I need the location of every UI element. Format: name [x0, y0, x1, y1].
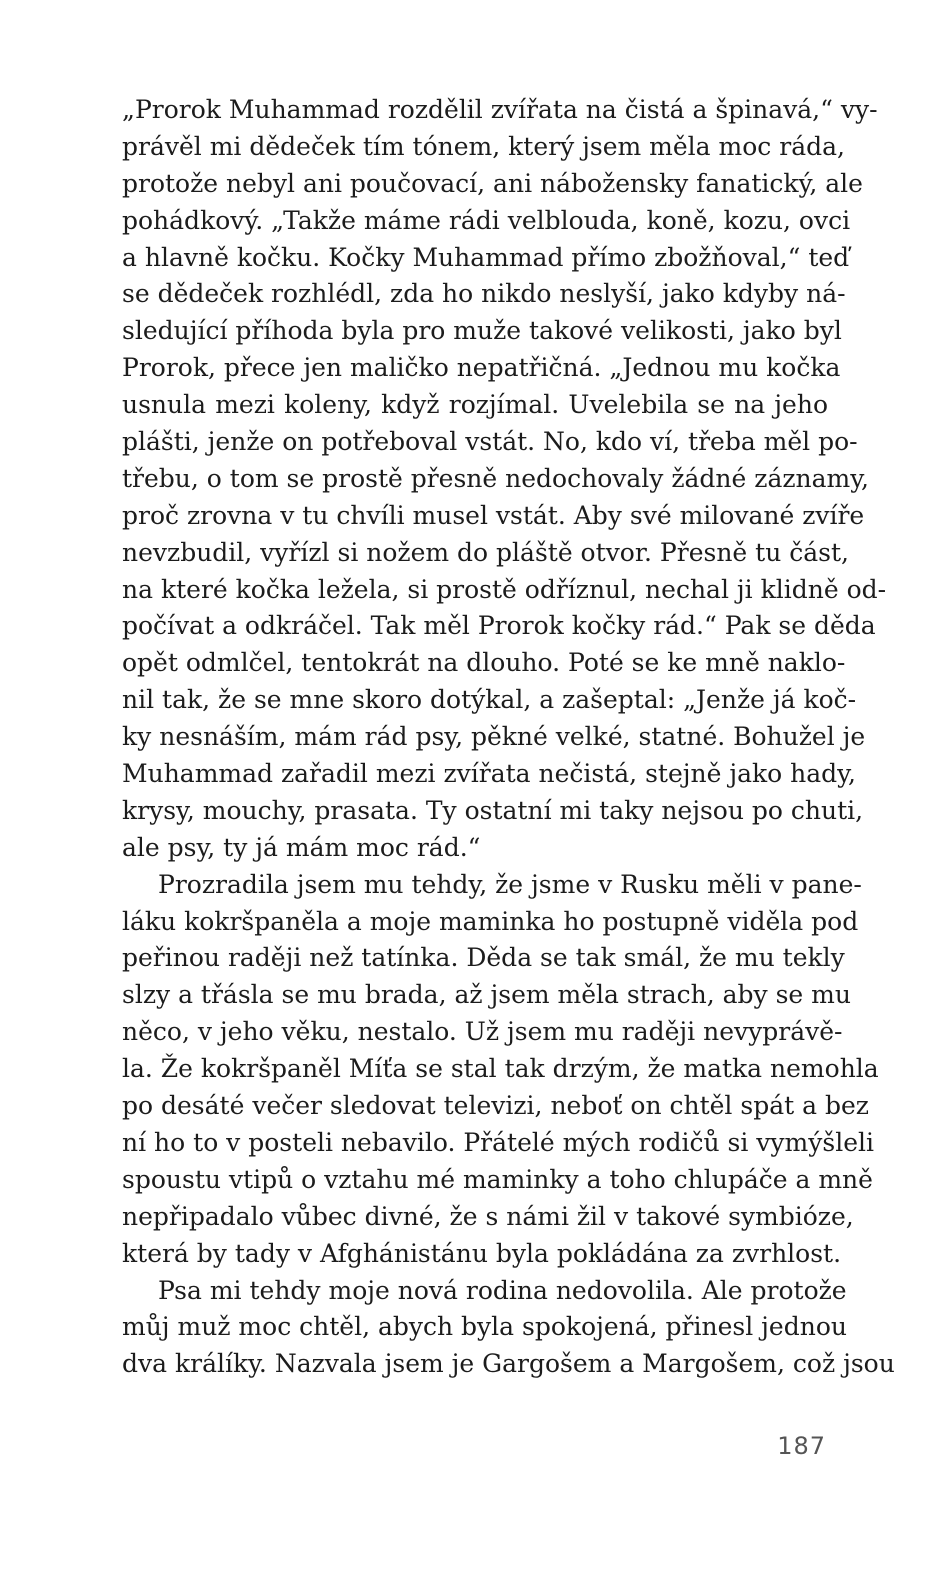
text-line: právěl mi dědeček tím tónem, který jsem měla moc ráda, — [122, 131, 845, 161]
text-line: sledující příhoda byla pro muže takové velikosti, jako byl — [122, 316, 842, 346]
text-line: můj muž moc chtěl, abych byla spokojená, přinesl jednou — [122, 1312, 847, 1342]
text-line: plášti, jenže on potřeboval vstát. No, kdo ví, třeba měl po- — [122, 427, 858, 457]
text-line: počívat a odkráčel. Tak měl Prorok kočky rád.“ Pak se děda — [122, 611, 876, 641]
text-line: usnula mezi koleny, když rozjímal. Uvelebila se na jeho — [122, 390, 828, 420]
text-line: něco, v jeho věku, nestalo. Už jsem mu raději nevyprávě- — [122, 1017, 843, 1047]
text-line: protože nebyl ani poučovací, ani nábožensky fanatický, ale — [122, 168, 863, 198]
text-line: třebu, o tom se prostě přesně nedochovaly žádné záznamy, — [122, 463, 869, 493]
text-line: na které kočka ležela, si prostě odříznul, nechal ji klidně od- — [122, 574, 887, 604]
text-line: nepřipadalo vůbec divné, že s námi žil v takové symbióze, — [122, 1201, 854, 1231]
text-line: proč zrovna v tu chvíli musel vstát. Aby své milované zvíře — [122, 500, 865, 530]
text-line: dva králíky. Nazvala jsem je Gargošem a Margošem, což jsou — [122, 1349, 895, 1379]
text-line: peřinou raději než tatínka. Děda se tak smál, že mu tekly — [122, 943, 845, 973]
text-line: ale psy, ty já mám moc rád.“ — [122, 832, 481, 862]
text-line: spoustu vtipů o vztahu mé maminky a toho chlupáče a mně — [122, 1164, 873, 1194]
text-line: se dědeček rozhlédl, zda ho nikdo neslyší, jako kdyby ná- — [122, 279, 846, 309]
text-line: nil tak, že se mne skoro dotýkal, a zašeptal: „Jenže já koč- — [122, 685, 857, 715]
text-line: a hlavně kočku. Kočky Muhammad přímo zbožňoval,“ teď — [122, 242, 850, 272]
body-text — [122, 92, 895, 1383]
text-line: Muhammad zařadil mezi zvířata nečistá, stejně jako hady, — [122, 759, 856, 789]
text-line: ní ho to v posteli nebavilo. Přátelé mých rodičů si vymýšleli — [122, 1127, 874, 1157]
text-line: ky nesnáším, mám rád psy, pěkné velké, statné. Bohužel je — [122, 722, 866, 752]
text-line: nevzbudil, vyřízl si nožem do pláště otvor. Přesně tu část, — [122, 537, 849, 567]
text-line: slzy a třásla se mu brada, až jsem měla strach, aby se mu — [122, 980, 851, 1010]
paragraph-start-line: Psa mi tehdy moje nová rodina nedovolila. Ale protože — [158, 1275, 847, 1305]
text-line: „Prorok Muhammad rozdělil zvířata na čistá a špinavá,“ vy- — [122, 95, 878, 124]
text-line: krysy, mouchy, prasata. Ty ostatní mi taky nejsou po chuti, — [122, 795, 864, 825]
text-line: pohádkový. „Takže máme rádi velblouda, koně, kozu, ovci — [122, 205, 851, 235]
text-line: Prorok, přece jen maličko nepatřičná. „Jednou mu kočka — [122, 353, 841, 383]
text-line: láku kokršpaněla a moje maminka ho postupně viděla pod — [122, 906, 859, 936]
page-number: 187 — [777, 1432, 826, 1460]
paragraph-start-line: Prozradila jsem mu tehdy, že jsme v Rusku měli v pane- — [158, 869, 862, 899]
text-line: la. Že kokršpaněl Míťa se stal tak drzým, že matka nemohla — [122, 1054, 879, 1084]
text-line: která by tady v Afghánistánu byla pokládána za zvrhlost. — [122, 1238, 842, 1268]
text-line: opět odmlčel, tentokrát na dlouho. Poté se ke mně naklo- — [122, 648, 846, 678]
text-line: po desáté večer sledovat televizi, neboť on chtěl spát a bez — [122, 1091, 869, 1121]
